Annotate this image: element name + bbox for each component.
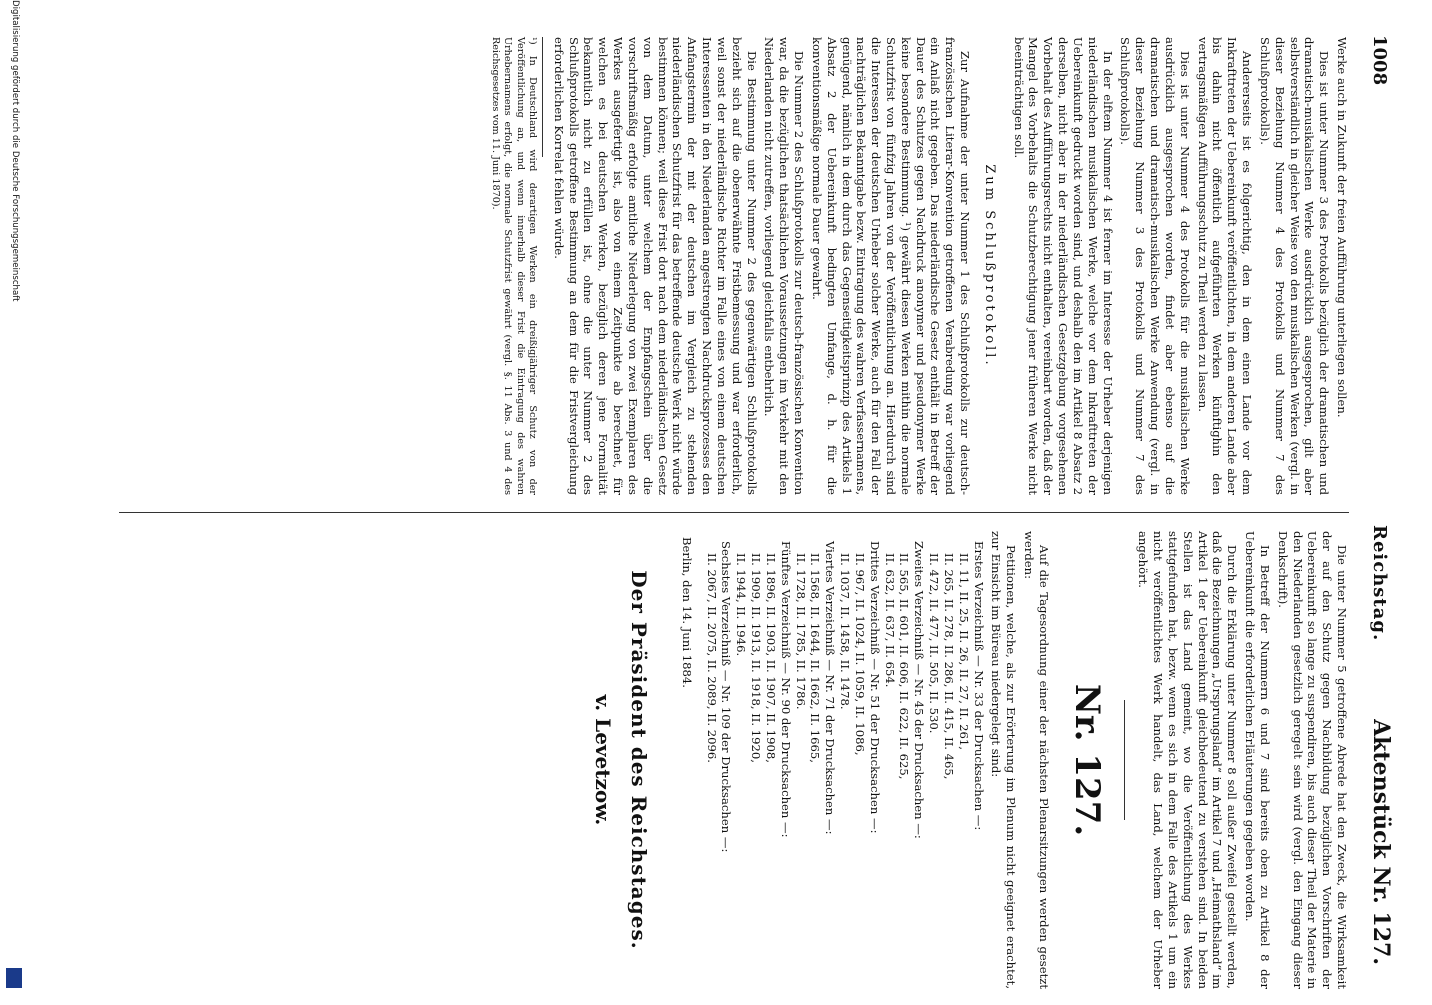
list-line: II. 632, II. 637, II. 654.	[882, 553, 897, 688]
section-title: Zum Schlußprotokoll.	[981, 164, 997, 368]
footnote: ¹) In Deutschland wird derartigen Werken ein dreißigjähriger Schutz von der Veröffentlichung an, und wenn innerhalb dieser Frist die Eintragung des wahren Urhebernamens erfolgt, die normale Schutzfrist gewährt (vergl. §. 11 Abs. 3 und 4 des Reichsgesetzes vom 11. Juni 1870).	[490, 37, 538, 495]
left-column	[489, 37, 1349, 495]
list-heading: Erstes Verzeichniß — Nr. 33 der Drucksachen —:	[971, 541, 986, 831]
list-line: II. 265, II. 278, II. 286, II. 415, II. 465,	[941, 553, 956, 780]
list-line: II. 11, II. 25, II. 26, II. 27, II. 261,	[956, 553, 971, 750]
paragraph: Die unter Nummer 5 getroffene Abrede hat den Zweck, die Wirksamkeit der auf den Schutz gegen Nachbildung bezüglichen Vorschriften der Uebereinkunft so lange zu suspendiren, bis auch dieser Theil der Materie in den Niederlanden gesetzlich geregelt sein wird (vergl. den Eingang dieser Denkschrift).	[1275, 531, 1349, 989]
list-line: II. 1909, II. 1913, II. 1918, II. 1920,	[749, 553, 764, 763]
paragraph: Andererseits ist es folgerichtig, den in dem einen Lande vor dem Inkrafttreten der Uebereinkunft veröffentlichten, in dem anderen Lande aber bis dahin nicht öffentlich aufgeführten Werken künftighin den vertragsmäßigen Aufführungsschutz zu Theil werden zu lassen.	[1195, 37, 1255, 495]
paragraph: Dies ist unter Nummer 4 des Protokolls für die musikalischen Werke ausdrücklich ausgesprochen worden, findet aber ebenso auf die dramatischen und dramatisch-musikalischen Werke Anwendung (vergl. in dieser Beziehung Nummer 3 des Protokolls und Nummer 7 des Schlußprotokolls).	[1118, 37, 1192, 495]
document-number-title: Nr. 127.	[1067, 683, 1108, 837]
header-title: Reichstag.	[1369, 525, 1390, 642]
paragraph: Die Nummer 2 des Schlußprotokolls zur deutsch-französischen Konvention war, da die bezüglichen thatsächlichen Voraussetzungen im Verkehr mit den Niederlanden nicht zutreffen, vorliegend gleichfalls entbehrlich.	[762, 37, 807, 495]
rotated-page	[115, 25, 1395, 1005]
list-line: II. 1896, II. 1903, II. 1907, II. 1908,	[763, 553, 778, 763]
paragraph: Zur Aufnahme der unter Nummer 1 des Schlußprotokolls zur deutsch-französischen Literar-Konvention getroffenen Verabredung war vorliegend ein Anlaß nicht gegeben. Das niederländische Gesetz enthält in Betreff der Dauer des Schutzes gegen Nachdruck anonymer und pseudonymer Werke keine besondere Bestimmung. ¹) gewährt diesen Werken mithin die normale Schutzfrist von fünfzig Jahren von der Veröffentlichung an. Hierdurch sind die Interessen der deutschen Urheber solcher Werke, auch für den Fall der nachträglichen Bekanntgabe bezw. Eintragung des wahren Verfassernamens, genügend, nämlich in dem durch das Gegenseitigkeitsprinzip des Artikels 1 Absatz 2 der Uebereinkunft bedingten Umfange, d. h. für die konventionsmäßige normale Dauer gewahrt.	[809, 37, 973, 495]
list-line: II. 1568, II. 1644, II. 1662, II. 1665,	[808, 553, 823, 763]
list-line: II. 1944, II. 1946.	[734, 553, 749, 657]
list-line: II. 1728, II. 1785, II. 1786.	[793, 553, 808, 710]
paragraph: Dies ist unter Nummer 3 des Protokolls bezüglich der dramatischen und dramatisch-musikalischen Werke ausdrücklich ausgesprochen, gilt aber selbstverständlich in gleicher Weise von den musikalischen Werken (vergl. in dieser Beziehung Nummer 4 des Protokolls und Nummer 7 des Schlußprotokolls).	[1257, 37, 1332, 495]
list-line: II. 967, II. 1024, II. 1059, II. 1086,	[852, 553, 867, 756]
column-divider	[119, 512, 1349, 513]
paragraph: In Betreff der Nummern 6 und 7 sind bereits oben zu Artikel 8 der Uebereinkunft die erforderlichen Erläuterungen gegeben worden.	[1243, 531, 1272, 989]
paragraph: In der elftem Nummer 4 ist ferner im Interesse der Urheber derjenigen niederländischen musikalischen Werke, welche vor dem Inkrafttreten der Uebereinkunft gedruckt worden sind, und deshalb den im Artikel 8 Absatz 2 derselben, nicht aber in der niederländischen Gesetzgebung vorgesehenen Vorbehalt des Aufführungsrechts nicht enthalten, vereinbart worden, daß der Mangel des Vorbehalts die Schutzberechtigung jener früheren Werke nicht beeinträchtigen soll.	[1011, 37, 1115, 495]
list-line: II. 1037, II. 1458, II. 1478.	[838, 553, 853, 710]
petitions-heading: Petitionen, welche, als zur Erörterung im Plenum nicht geeignet erachtet, zur Einsicht im Büreau niedergelegt sind:	[989, 531, 1019, 989]
list-line: II. 472, II. 477, II. 505, II. 530.	[927, 553, 942, 734]
list-heading: Drittes Verzeichniß — Nr. 51 der Drucksachen —:	[867, 541, 882, 834]
date-line: Berlin, den 14. Juni 1884.	[679, 537, 694, 688]
digitization-note	[8, 0, 22, 1000]
list-heading: Viertes Verzeichniß — Nr. 71 der Drucksachen —:	[823, 541, 838, 835]
list-heading: Sechstes Verzeichniß — Nr. 109 der Drucksachen —:	[719, 541, 734, 853]
page-header	[1355, 25, 1395, 1005]
paragraph: Werke auch in Zukunft der freien Aufführung unterliegen sollen.	[1335, 37, 1349, 418]
list-line: II. 565, II. 601, II. 606, II. 622, II. 625,	[897, 553, 912, 780]
intro-text: Auf die Tagesordnung einer der nächsten Plenarsitzungen werden gesetzt werden:	[1022, 531, 1051, 989]
signature-title: Der Präsident des Reichstages.	[627, 570, 652, 950]
paragraph: Durch die Erklärung unter Nummer 8 soll außer Zweifel gestellt werden, daß die Bezeichnungen „Ursprungsland“ im Artikel 7 und „Heimathsland“ im Artikel 1 der Uebereinkunft gleichbedeutend zu verstehen sind. In beiden Stellen ist das Land gemeint, wo die Veröffentlichung des Werkes stattgefunden hat, bezw. wenn es sich in dem Falle des Artikels 1 um ein nicht veröffentlichtes Werk handelt, das Land, welchem der Urheber angehört.	[1136, 531, 1240, 989]
list-heading: Fünftes Verzeichniß — Nr. 90 der Drucksachen —:	[778, 541, 793, 838]
list-heading: Zweites Verzeichniß — Nr. 45 der Drucksachen —:	[912, 541, 927, 839]
page-number: 1008	[1369, 35, 1390, 86]
list-line: II. 2067, II. 2075, II. 2089, II. 2096.	[704, 553, 719, 763]
digitization-note-text: Digitalisierung gefördert durch die Deutsche Forschungsgemeinschaft	[10, 0, 20, 302]
dfg-logo	[6, 968, 22, 988]
footnote-rule	[538, 37, 543, 157]
paragraph: Die Bestimmung unter Nummer 2 des gegenwärtigen Schlußprotokolls bezieht sich auf die obenerwähnte Fristbemessung und war erforderlich, weil sonst der niederländische Richter im Falle eines von einem deutschen Interessenten in den Niederlanden angestrengten Nachdrucksprozesses den Anfangstermin der mit der deutschen im Vergleich zu stehenden niederländischen Schutzfrist für das betreffende deutsche Werk nicht würde bestimmen können; weil diese Frist dort nach dem niederländischen Gesetz von dem Datum, unter welchem der Empfangschein über die vorschriftsmäßig erfolgte amtliche Niederlegung von zwei Exemplaren des Werkes ausgefertigt ist, also von einem Zeitpunkte ab berechnet, für welchen es bei deutschen Werken, bezüglich deren jene Formalität bekanntlich nicht zu erfüllen ist, ohne die unter Nummer 2 des Schlußprotokolls getroffene Bestimmung an dem für die Fristvergleichung erforderlichen Korrelat fehlen würde.	[551, 37, 759, 495]
document-number: Aktenstück Nr. 127.	[1368, 719, 1394, 965]
signature-name: v. Levetzow.	[591, 694, 616, 826]
separator-rule	[1124, 700, 1125, 820]
right-column	[590, 531, 1349, 989]
